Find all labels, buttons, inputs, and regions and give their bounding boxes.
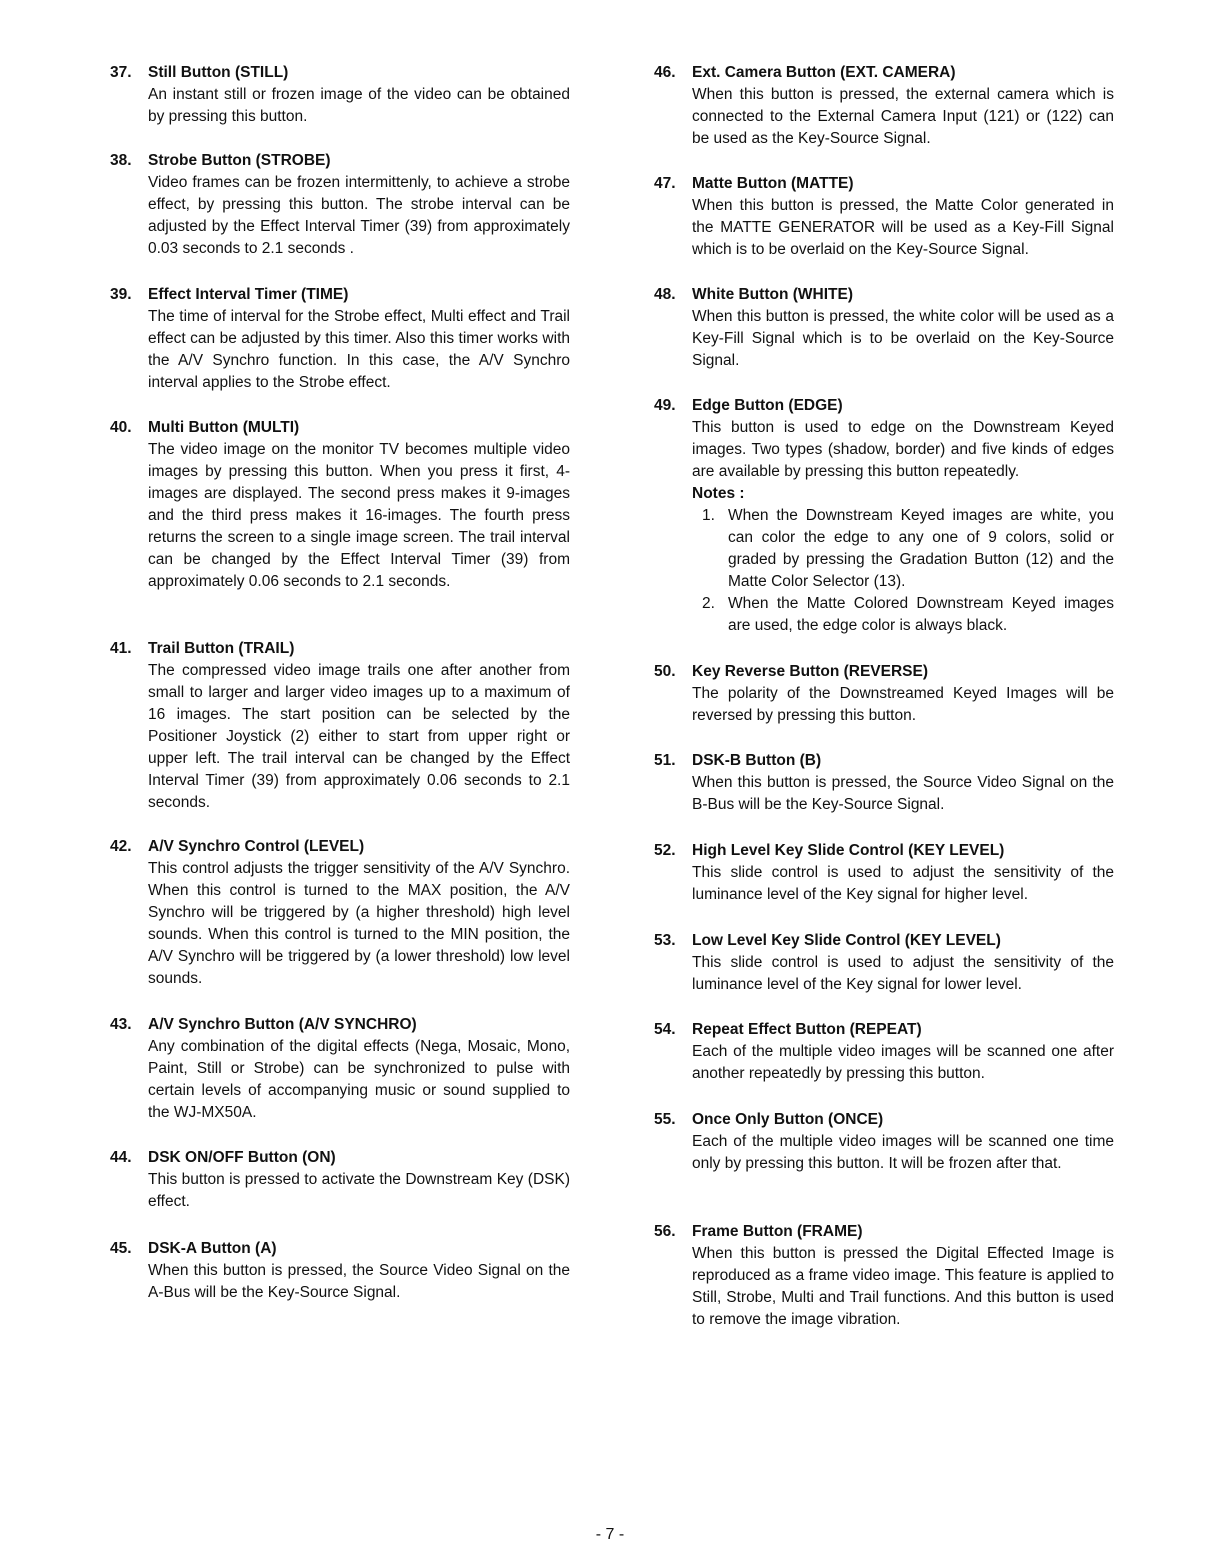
entry-title: Effect Interval Timer (TIME) [148, 286, 349, 303]
entry-description: When this button is pressed, the Source Video Signal on the A-Bus will be the Key-Source Signal. [148, 1262, 570, 1301]
entry-description: This button is pressed to activate the Downstream Key (DSK) effect. [148, 1171, 570, 1210]
entry-number: 42. [110, 838, 132, 855]
entry-number: 48. [654, 286, 676, 303]
entry-number: 46. [654, 64, 676, 81]
entry-description: This slide control is used to adjust the sensitivity of the luminance level of the Key signal for higher level. [692, 864, 1114, 903]
entry-title: Low Level Key Slide Control (KEY LEVEL) [692, 932, 1001, 949]
entry-title: White Button (WHITE) [692, 286, 853, 303]
entry-number: 55. [654, 1111, 676, 1128]
entry-number: 45. [110, 1240, 132, 1257]
entry-description: Each of the multiple video images will be scanned one after another repeatedly by pressing this button. [692, 1043, 1114, 1082]
entry-description: This button is used to edge on the Downstream Keyed images. Two types (shadow, border) and five kinds of edges are available by pressing this button repeatedly. [692, 419, 1114, 480]
entry-38 [110, 150, 570, 260]
entry-number: 44. [110, 1149, 132, 1166]
entry-description: An instant still or frozen image of the video can be obtained by pressing this button. [148, 86, 570, 125]
note-text: When the Downstream Keyed images are white, you can color the edge to any one of 9 colors, solid or graded by pressing the Gradation Button (12) and the Matte Color Selector (13). [728, 507, 1114, 590]
entry-description: When this button is pressed, the Source Video Signal on the B-Bus will be the Key-Source Signal. [692, 774, 1114, 813]
note-number: 1. [702, 507, 715, 524]
entry-description: The time of interval for the Strobe effect, Multi effect and Trail effect can be adjusted by this timer. Also this timer works with the A/V Synchro function. In this case, the A/V Synchro interval applies to the Strobe effect. [148, 308, 570, 391]
entry-title: DSK-A Button (A) [148, 1240, 277, 1257]
entry-title: High Level Key Slide Control (KEY LEVEL) [692, 842, 1005, 859]
entry-50 [654, 661, 1114, 727]
entry-description: When this button is pressed, the white color will be used as a Key-Fill Signal which is to be overlaid on the Key-Source Signal. [692, 308, 1114, 369]
note-item [692, 505, 1114, 593]
entry-title: A/V Synchro Button (A/V SYNCHRO) [148, 1016, 417, 1033]
entry-40 [110, 417, 570, 593]
entry-description: The compressed video image trails one after another from small to larger and larger video images up to a maximum of 16 images. The start position can be selected by the Positioner Joystick (2) either to start from upper right or upper left. The trail interval can be changed by the Effect Interval Timer (39) from approximately 0.06 seconds to 2.1 seconds. [148, 662, 570, 811]
entry-51 [654, 750, 1114, 816]
entry-41 [110, 638, 570, 814]
entry-description: When this button is pressed, the external camera which is connected to the External Camera Input (121) or (122) can be used as the Key-Source Signal. [692, 86, 1114, 147]
entry-number: 39. [110, 286, 132, 303]
entry-description: When this button is pressed the Digital Effected Image is reproduced as a frame video image. This feature is applied to Still, Strobe, Multi and Trail functions. And this button is used to remove the image vibration. [692, 1245, 1114, 1328]
entry-title: Once Only Button (ONCE) [692, 1111, 884, 1128]
entry-number: 50. [654, 663, 676, 680]
entry-44 [110, 1147, 570, 1213]
entry-description: The video image on the monitor TV becomes multiple video images by pressing this button. When you press it first, 4-images are displayed. The second press makes it 9-images and the third press makes it 16-images. The fourth press returns the screen to a single image screen. The trail interval can be changed by the Effect Interval Timer (39) from approximately 0.06 seconds to 2.1 seconds. [148, 441, 570, 590]
entry-title: Frame Button (FRAME) [692, 1223, 863, 1240]
entry-title: Repeat Effect Button (REPEAT) [692, 1021, 922, 1038]
entry-title: DSK-B Button (B) [692, 752, 822, 769]
entry-number: 41. [110, 640, 132, 657]
entry-title: A/V Synchro Control (LEVEL) [148, 838, 365, 855]
entry-number: 52. [654, 842, 676, 859]
entry-54 [654, 1019, 1114, 1085]
entry-55 [654, 1109, 1114, 1175]
entry-title: Ext. Camera Button (EXT. CAMERA) [692, 64, 956, 81]
entry-number: 40. [110, 419, 132, 436]
page-number: - 7 - [595, 1526, 625, 1543]
entry-description: Each of the multiple video images will be scanned one time only by pressing this button. It will be frozen after that. [692, 1133, 1114, 1172]
entry-number: 37. [110, 64, 132, 81]
entry-number: 56. [654, 1223, 676, 1240]
entry-title: Key Reverse Button (REVERSE) [692, 663, 929, 680]
note-text: When the Matte Colored Downstream Keyed images are used, the edge color is always black. [728, 595, 1114, 634]
entry-description: This control adjusts the trigger sensitivity of the A/V Synchro. When this control is turned to the MAX position, the A/V Synchro will be triggered by (a higher threshold) high level sounds. When this control is turned to the MIN position, the A/V Synchro will be triggered by (a lower threshold) low level sounds. [148, 860, 570, 987]
entry-47 [654, 173, 1114, 261]
entry-53 [654, 930, 1114, 996]
entry-description: This slide control is used to adjust the sensitivity of the luminance level of the Key signal for lower level. [692, 954, 1114, 993]
notes-heading: Notes : [692, 485, 745, 502]
entry-title: Still Button (STILL) [148, 64, 289, 81]
entry-title: Edge Button (EDGE) [692, 397, 843, 414]
entry-52 [654, 840, 1114, 906]
entry-description: The polarity of the Downstreamed Keyed Images will be reversed by pressing this button. [692, 685, 1114, 724]
entry-number: 51. [654, 752, 676, 769]
entry-45 [110, 1238, 570, 1304]
entry-number: 53. [654, 932, 676, 949]
note-number: 2. [702, 595, 715, 612]
entry-56 [654, 1221, 1114, 1331]
entry-39 [110, 284, 570, 394]
entry-number: 49. [654, 397, 676, 414]
entry-number: 47. [654, 175, 676, 192]
entry-title: Strobe Button (STROBE) [148, 152, 331, 169]
entry-43 [110, 1014, 570, 1124]
entry-title: DSK ON/OFF Button (ON) [148, 1149, 336, 1166]
entry-number: 54. [654, 1021, 676, 1038]
entry-number: 43. [110, 1016, 132, 1033]
entry-49 [654, 395, 1114, 637]
note-item [692, 593, 1114, 637]
entry-42 [110, 836, 570, 990]
entry-46 [654, 62, 1114, 150]
entry-title: Multi Button (MULTI) [148, 419, 300, 436]
entry-title: Trail Button (TRAIL) [148, 640, 295, 657]
entry-37 [110, 62, 570, 128]
entry-48 [654, 284, 1114, 372]
entry-number: 38. [110, 152, 132, 169]
entry-description: Any combination of the digital effects (Nega, Mosaic, Mono, Paint, Still or Strobe) can be synchronized to pulse with certain levels of accompanying music or sound supplied to the WJ-MX50A. [148, 1038, 570, 1121]
entry-description: When this button is pressed, the Matte Color generated in the MATTE GENERATOR will be used as a Key-Fill Signal which is to be overlaid on the Key-Source Signal. [692, 197, 1114, 258]
entry-description: Video frames can be frozen intermittenly, to achieve a strobe effect, by pressing this button. The strobe interval can be adjusted by the Effect Interval Timer (39) from approximately 0.03 seconds to 2.1 seconds . [148, 174, 570, 257]
entry-title: Matte Button (MATTE) [692, 175, 854, 192]
